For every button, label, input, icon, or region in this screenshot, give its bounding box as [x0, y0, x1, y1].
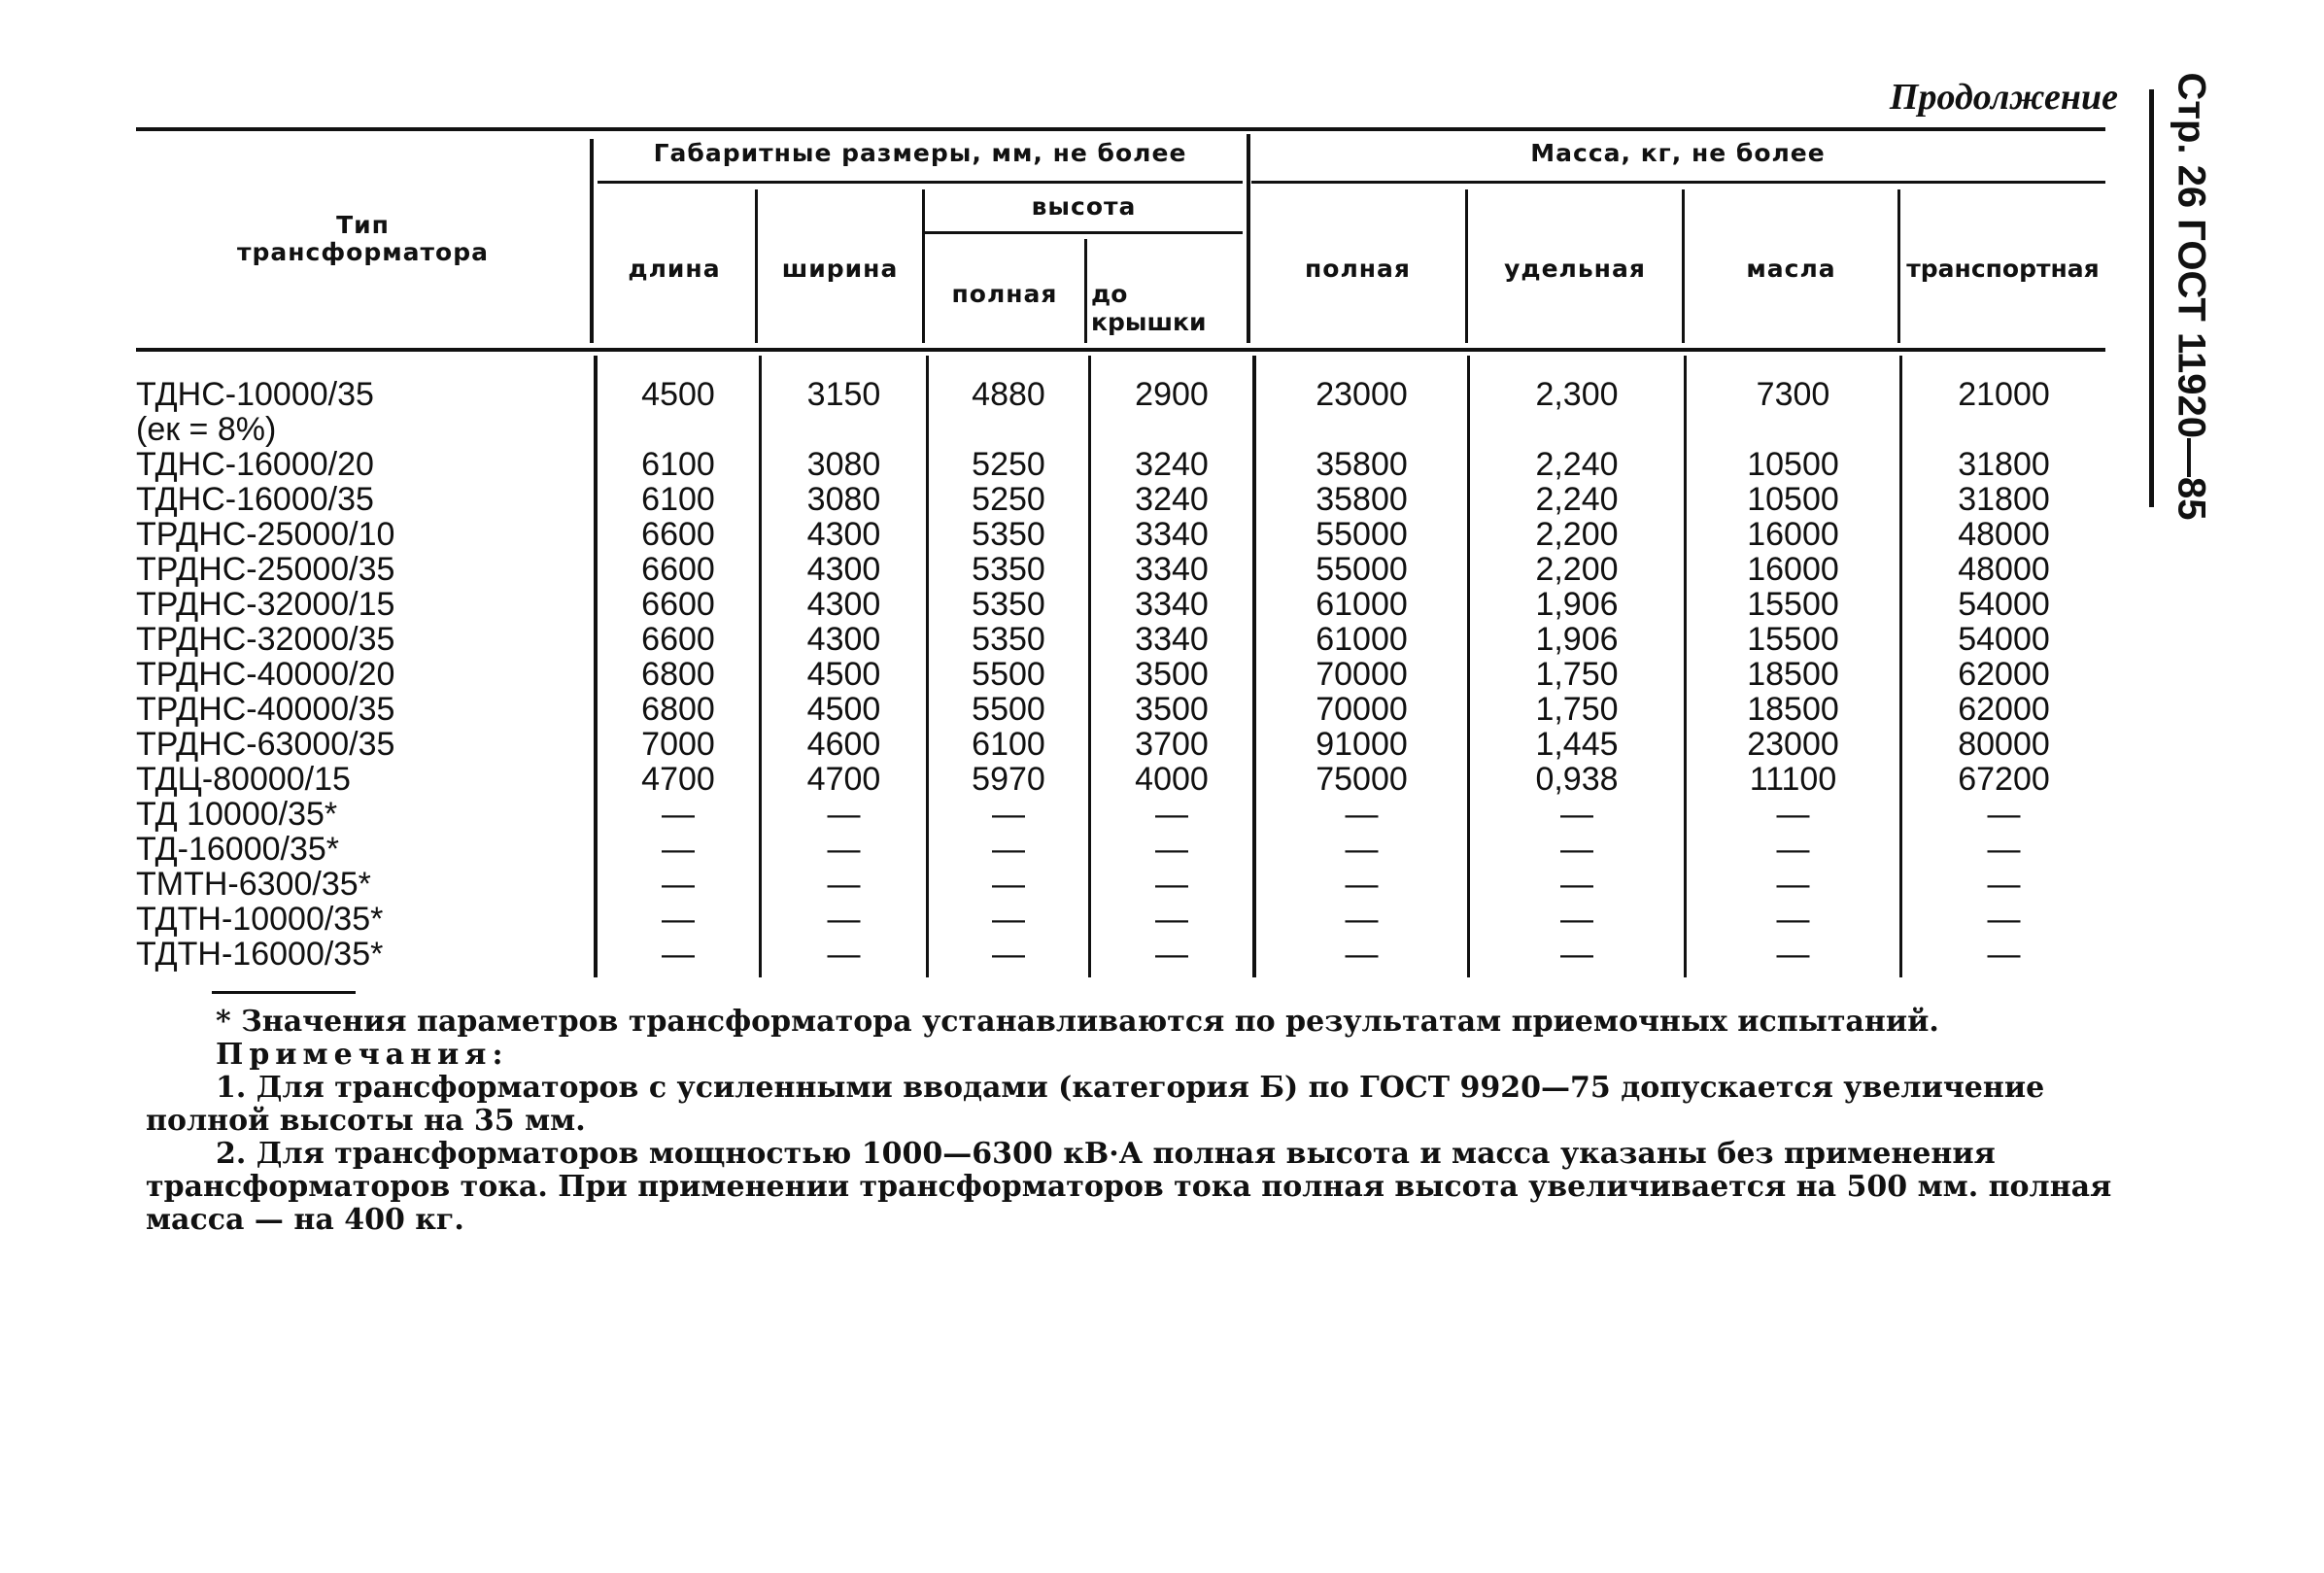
notes-heading: Примечания: — [216, 1038, 509, 1072]
mass-transport-cell: — — [1987, 866, 2021, 903]
type-cell: ТМТН-6300/35* — [136, 866, 371, 903]
mass-specific-cell: 2,240 — [1535, 446, 1619, 483]
height-cover-cell: — — [1155, 796, 1188, 833]
note-1: 1. Для трансформаторов с усиленными вводами (категория Б) по ГОСТ 9920—75 допускается увеличение полной высоты на 35 мм. — [146, 1071, 2045, 1138]
mass-transport-cell: 21000 — [1958, 376, 2050, 413]
height-cover-cell: 3500 — [1135, 656, 1209, 693]
height-full-cell: 5350 — [972, 551, 1045, 588]
mass-oil-cell: 10500 — [1747, 446, 1839, 483]
type-cell: ТДНС-16000/20 — [136, 446, 374, 483]
length-cell: 6600 — [641, 551, 715, 588]
height-full-column — [929, 377, 1088, 972]
height-full-cell: 5970 — [972, 761, 1045, 798]
length-cell: 6600 — [641, 586, 715, 623]
type-cell: ТРДНС-63000/35 — [136, 726, 395, 763]
mass-oil-cell — [1687, 412, 1899, 447]
width-cell: 3080 — [806, 481, 881, 518]
mass-transport-column — [1902, 377, 2105, 972]
mass-oil-cell: 18500 — [1747, 656, 1839, 693]
header-mass-oil: масла — [1746, 255, 1836, 283]
type-cell: ТРДНС-25000/10 — [136, 516, 395, 553]
length-cell: 6800 — [641, 691, 715, 728]
mass-oil-cell: — — [1776, 866, 1810, 903]
header-height-rule — [924, 231, 1243, 234]
mass-oil-cell: — — [1776, 901, 1810, 938]
type-cell: ТДНС-10000/35 — [136, 376, 374, 413]
mass-full-cell: 91000 — [1316, 726, 1408, 763]
header-width: ширина — [781, 255, 899, 283]
footnote-rule — [212, 991, 356, 994]
mass-transport-cell: 54000 — [1958, 586, 2050, 623]
mass-oil-cell: 18500 — [1747, 691, 1839, 728]
height-cover-cell: 3340 — [1135, 621, 1209, 658]
height-full-cell: — — [992, 936, 1025, 973]
mass-transport-cell: 31800 — [1958, 446, 2050, 483]
mass-transport-cell: — — [1987, 901, 2021, 938]
mass-oil-cell: — — [1776, 831, 1810, 868]
mass-oil-cell: 23000 — [1747, 726, 1839, 763]
mass-oil-cell: 10500 — [1747, 481, 1839, 518]
height-cover-cell: — — [1155, 831, 1188, 868]
mass-transport-cell: 48000 — [1958, 516, 2050, 553]
mass-full-cell: 23000 — [1316, 376, 1408, 413]
mass-specific-column — [1470, 377, 1684, 972]
length-cell: 6100 — [641, 446, 715, 483]
width-cell: 4700 — [806, 761, 881, 798]
mass-transport-cell: 48000 — [1958, 551, 2050, 588]
length-cell: 7000 — [641, 726, 715, 763]
height-full-cell: 5500 — [972, 691, 1045, 728]
width-cell: — — [827, 831, 861, 868]
type-cell: ТРДНС-32000/35 — [136, 621, 395, 658]
height-full-cell: — — [992, 831, 1025, 868]
header-dimensions-group: Габаритные размеры, мм, не более — [653, 139, 1187, 167]
mass-oil-cell: 16000 — [1747, 516, 1839, 553]
type-cell: ТД 10000/35* — [136, 796, 338, 833]
mass-transport-cell: — — [1987, 831, 2021, 868]
mass-specific-cell: 2,200 — [1535, 551, 1619, 588]
width-cell: 4300 — [806, 551, 881, 588]
mass-transport-cell: 31800 — [1958, 481, 2050, 518]
header-mass-specific: удельная — [1504, 255, 1646, 283]
length-cell: — — [662, 831, 695, 868]
table-top-rule — [136, 127, 2105, 131]
mass-specific-cell: 1,750 — [1535, 691, 1619, 728]
height-cover-cell: 3240 — [1135, 481, 1209, 518]
mass-oil-cell: — — [1776, 936, 1810, 973]
height-full-cell: 5250 — [972, 481, 1045, 518]
length-cell: 4700 — [641, 761, 715, 798]
mass-transport-cell: 62000 — [1958, 656, 2050, 693]
mass-transport-cell — [1902, 412, 2105, 447]
height-full-cell: 6100 — [972, 726, 1045, 763]
mass-transport-cell: 54000 — [1958, 621, 2050, 658]
width-cell: 4300 — [806, 516, 881, 553]
mass-transport-cell: — — [1987, 936, 2021, 973]
header-height-to-cover: до крышки — [1091, 280, 1207, 336]
mass-specific-cell: — — [1560, 936, 1593, 973]
type-cell: (eк = 8%) — [136, 411, 277, 448]
mass-specific-cell: — — [1560, 901, 1593, 938]
height-cover-cell: 3700 — [1135, 726, 1209, 763]
width-cell: — — [827, 866, 861, 903]
mass-full-cell: — — [1345, 866, 1379, 903]
height-cover-cell: 3340 — [1135, 551, 1209, 588]
width-cell: — — [827, 901, 861, 938]
header-mass-group: Масса, кг, не более — [1530, 139, 1826, 167]
length-cell: 6600 — [641, 516, 715, 553]
mass-full-cell: — — [1345, 796, 1379, 833]
width-cell: 4300 — [806, 586, 881, 623]
mass-full-cell: 61000 — [1316, 621, 1408, 658]
continued-label: Продолжение — [1889, 77, 2118, 118]
header-sub-rule-dims — [598, 181, 1243, 184]
mass-specific-cell: 1,906 — [1535, 621, 1619, 658]
length-cell: 6100 — [641, 481, 715, 518]
mass-oil-cell: 16000 — [1747, 551, 1839, 588]
width-cell: — — [827, 796, 861, 833]
mass-full-cell: 61000 — [1316, 586, 1408, 623]
length-cell: 4500 — [641, 376, 715, 413]
height-full-cell — [929, 412, 1088, 447]
mass-specific-cell: 1,750 — [1535, 656, 1619, 693]
height-full-cell: — — [992, 866, 1025, 903]
footnote: * Значения параметров трансформатора устанавливаются по результатам приемочных испытаний. — [216, 1005, 1939, 1039]
height-cover-cell: — — [1155, 866, 1188, 903]
height-full-cell: 5350 — [972, 621, 1045, 658]
header-sub-rule-mass — [1251, 181, 2105, 184]
header-bottom-rule — [136, 348, 2105, 352]
type-cell: ТРДНС-25000/35 — [136, 551, 395, 588]
mass-transport-cell: — — [1987, 796, 2021, 833]
type-cell: ТРДНС-32000/15 — [136, 586, 395, 623]
width-cell: 4300 — [806, 621, 881, 658]
width-cell: 4600 — [806, 726, 881, 763]
height-cover-cell: — — [1155, 901, 1188, 938]
height-cover-column — [1091, 377, 1252, 972]
height-full-cell: 5250 — [972, 446, 1045, 483]
height-full-cell: 5350 — [972, 516, 1045, 553]
mass-specific-cell: — — [1560, 831, 1593, 868]
height-cover-cell: — — [1155, 936, 1188, 973]
mass-full-cell — [1256, 412, 1467, 447]
mass-transport-cell: 62000 — [1958, 691, 2050, 728]
type-column — [136, 377, 593, 972]
length-cell: — — [662, 901, 695, 938]
mass-specific-cell: 2,240 — [1535, 481, 1619, 518]
type-cell: ТД-16000/35* — [136, 831, 340, 868]
mass-full-cell: 70000 — [1316, 656, 1408, 693]
height-cover-cell: 3340 — [1135, 516, 1209, 553]
notes-block — [146, 1006, 2128, 1237]
header-mass-transport: транспортная — [1906, 255, 2100, 283]
mass-full-cell: 35800 — [1316, 481, 1408, 518]
type-cell: ТРДНС-40000/35 — [136, 691, 395, 728]
length-column — [598, 377, 759, 972]
width-cell: 4500 — [806, 691, 881, 728]
height-cover-cell — [1091, 412, 1252, 447]
mass-specific-cell: 2,200 — [1535, 516, 1619, 553]
mass-oil-cell: 11100 — [1749, 761, 1837, 798]
col-divider — [590, 139, 594, 343]
height-cover-cell: 4000 — [1135, 761, 1209, 798]
mass-oil-cell: 15500 — [1747, 621, 1839, 658]
length-cell: — — [662, 936, 695, 973]
height-cover-cell: 3240 — [1135, 446, 1209, 483]
width-cell — [762, 412, 926, 447]
mass-specific-cell — [1470, 412, 1684, 447]
mass-specific-cell: 0,938 — [1535, 761, 1619, 798]
length-cell — [598, 412, 759, 447]
length-cell: — — [662, 796, 695, 833]
type-cell: ТДЦ-80000/15 — [136, 761, 351, 798]
header-mass-full: полная — [1305, 255, 1411, 283]
mass-full-cell: — — [1345, 901, 1379, 938]
header-height-group: высота — [1031, 192, 1137, 221]
mass-specific-cell: — — [1560, 866, 1593, 903]
width-column — [762, 377, 926, 972]
mass-oil-cell: — — [1776, 796, 1810, 833]
height-full-cell: 5500 — [972, 656, 1045, 693]
mass-specific-cell: 2,300 — [1535, 376, 1619, 413]
mass-full-cell: — — [1345, 831, 1379, 868]
mass-oil-cell: 15500 — [1747, 586, 1839, 623]
height-cover-cell: 3340 — [1135, 586, 1209, 623]
mass-transport-cell: 67200 — [1958, 761, 2050, 798]
mass-full-cell: 75000 — [1316, 761, 1408, 798]
note-2: 2. Для трансформаторов мощностью 1000—6300 кВ·А полная высота и масса указаны без применения трансформаторов тока. При применении трансформаторов тока полная высота увеличивается на 500 мм. полная масса — на 400 кг. — [146, 1137, 2112, 1237]
type-cell: ТРДНС-40000/20 — [136, 656, 395, 693]
mass-transport-cell: 80000 — [1958, 726, 2050, 763]
header-type: Тип трансформатора — [237, 211, 489, 266]
mass-full-cell: 55000 — [1316, 516, 1408, 553]
mass-full-column — [1256, 377, 1467, 972]
length-cell: 6800 — [641, 656, 715, 693]
height-full-cell: 4880 — [972, 376, 1045, 413]
height-full-cell: 5350 — [972, 586, 1045, 623]
length-cell: — — [662, 866, 695, 903]
type-cell: ТДТН-10000/35* — [136, 901, 384, 938]
height-cover-cell: 3500 — [1135, 691, 1209, 728]
length-cell: 6600 — [641, 621, 715, 658]
header-length: длина — [628, 255, 721, 283]
width-cell: 3080 — [806, 446, 881, 483]
height-full-cell: — — [992, 901, 1025, 938]
header-height-full: полная — [951, 280, 1058, 308]
mass-full-cell: 55000 — [1316, 551, 1408, 588]
mass-full-cell: 35800 — [1316, 446, 1408, 483]
height-full-cell: — — [992, 796, 1025, 833]
type-cell: ТДНС-16000/35 — [136, 481, 374, 518]
width-cell: — — [827, 936, 861, 973]
mass-oil-cell: 7300 — [1756, 376, 1830, 413]
width-cell: 3150 — [806, 376, 881, 413]
mass-specific-cell: 1,445 — [1535, 726, 1619, 763]
mass-specific-cell: 1,906 — [1535, 586, 1619, 623]
height-cover-cell: 2900 — [1135, 376, 1209, 413]
mass-full-cell: 70000 — [1316, 691, 1408, 728]
mass-full-cell: — — [1345, 936, 1379, 973]
width-cell: 4500 — [806, 656, 881, 693]
type-cell: ТДТН-16000/35* — [136, 936, 384, 973]
side-header-text: Стр. 26 ГОСТ 11920—85 — [2170, 72, 2213, 521]
side-header — [2152, 72, 2230, 521]
mass-oil-column — [1687, 377, 1899, 972]
mass-specific-cell: — — [1560, 796, 1593, 833]
